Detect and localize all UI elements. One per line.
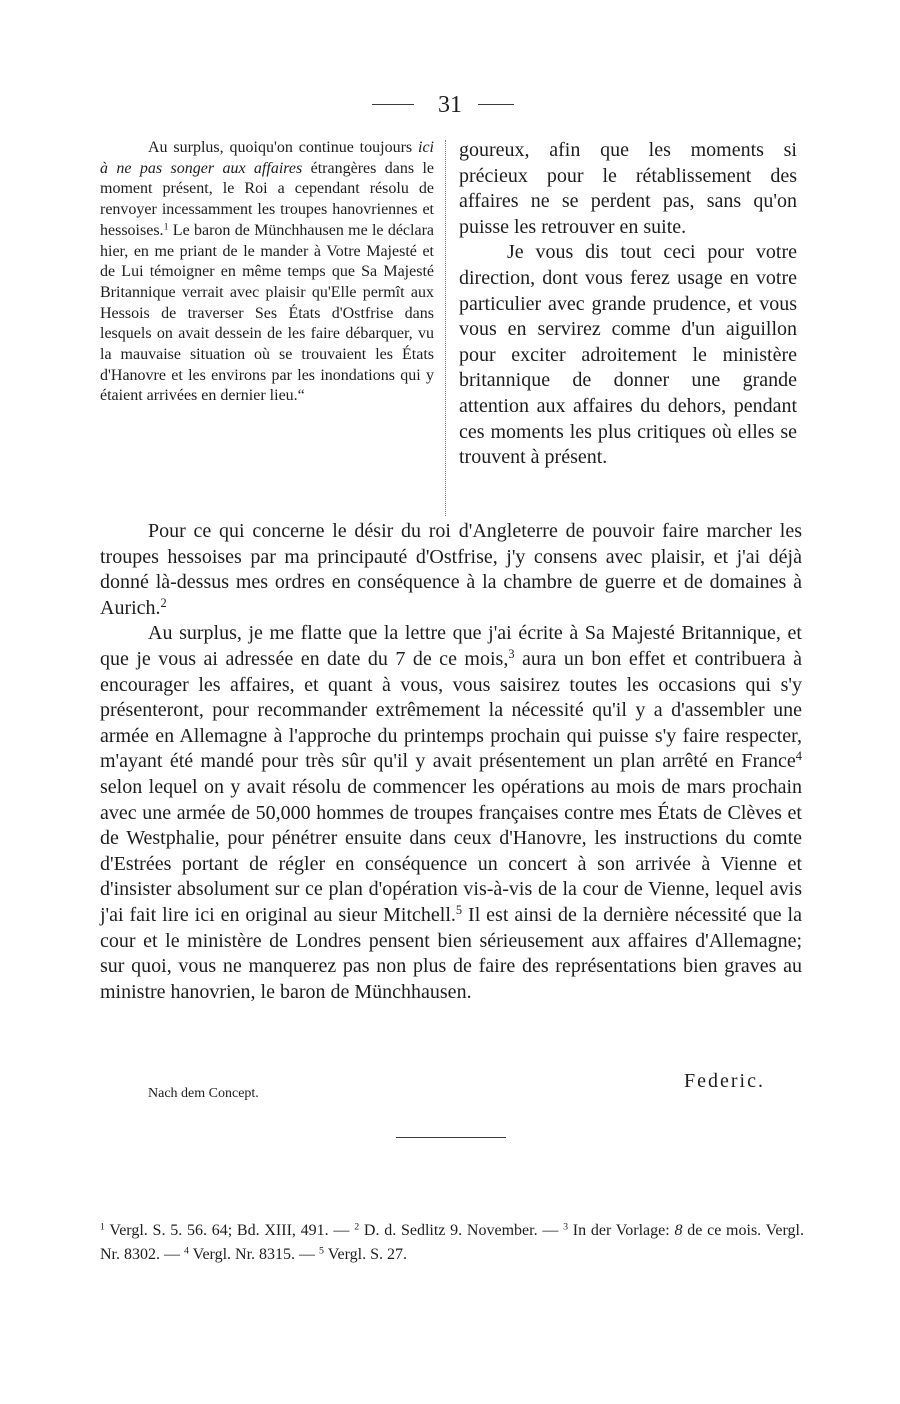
right-column-paragraph: Je vous dis tout ceci pour votre direction, dont vous ferez usage en votre particulier avec grande prudence, et vous vous en servirez comme d'un aiguillon pour exciter adroitement le ministère britannique de donner une grande attention aux affaires du dehors, pendant ces moments les plus critiques où elles se trouvent à présent. [459,241,797,469]
footnote-text: In der Vorlage: [568,1222,675,1239]
footnote-text: Vergl. S. 27. [323,1246,407,1263]
quoted-dispatch-column [100,138,434,407]
section-end-rule [396,1137,506,1138]
text-run: Le baron de Münchhausen me le déclara hier, en me priant de le mander à Votre Majesté et de Lui témoigner en même temps que Sa Majesté Britannique verrait avec plaisir qu'Elle permît aux Hessois de traverser Ses États d'Ostfrise dans lesquels on avait dessein de les faire débarquer, vu la mauvaise situation où se trouvaient les États d'Hanovre et les environs par les inondations qui y étaient arrivées en dernier lieu.“ [100,221,434,405]
source-note: Nach dem Concept. [148,1086,259,1101]
letter-body [100,519,802,1005]
footnote-text: Vergl. Nr. 8315. — [188,1246,320,1263]
text-run: Il est ainsi de la dernière nécessité que la cour et le ministère de Londres pensent bien sérieusement aux affaires d'Allemagne; sur quoi, vous ne manquerez pas non plus de faire des représentations bien graves au ministre hanovrien, le baron de Münchhausen. [100,903,802,1003]
italic-text-run: ici à ne pas songer aux affaires [100,139,434,177]
footnote-italic: 8 [674,1222,683,1239]
header-dash-left [372,104,414,105]
footnote-text: D. d. Sedlitz 9. November. — [359,1222,564,1239]
footnote-number: 2 [354,1221,360,1233]
text-run: selon lequel on y avait résolu de commencer les opérations au mois de mars prochain avec une armée de 50,000 hommes de troupes françaises contre mes États de Clèves et de Westphalie, pour pénétrer ensuite dans ceux d'Hanovre, les instructions du comte d'Estrées portant de régler en conséquence un concert à son arrivée à Vienne et d'insister absolument sur ce plan d'opération vis-à-vis de la cour de Vienne, lequel avis j'ai fait lire ici en original au sieur Mitchell. [100,775,802,926]
footnote-ref: 5 [455,903,463,918]
text-run: étrangères dans le moment présent, le Roi a cependant résolu de renvoyer incessamment les troupes hanovriennes et hessoises. [100,159,435,239]
footnote-ref: 1 [163,221,169,233]
text-run: Au surplus, je me flatte que la lettre que j'ai écrite à Sa Majesté Britannique, et que je vous ai adressée en date du 7 de ce mois, [100,622,802,670]
footnote-number: 5 [319,1245,324,1257]
footnote-list [100,1219,804,1267]
footnote-number: 1 [100,1221,105,1233]
page-number: 31 [438,92,462,118]
footnote-text: Vergl. S. 5. 56. 64; Bd. XIII, 491. — [104,1222,355,1239]
signature: Federic. [684,1070,765,1092]
footnote-ref: 2 [160,595,167,610]
quoted-dispatch-paragraph [100,138,434,407]
footnote-ref: 3 [508,647,515,662]
header-dash-right [478,104,514,105]
text-run: aura un bon effet et contribuera à encourager les affaires, et quant à vous, vous saisirez toutes les occasions qui s'y présenteront, pour recommander extrêmement la nécessité qu'il y a d'assembler une armée en Allemagne à l'approche du printemps prochain qui puisse s'y faire respecter, m'ayant été mandé pour très sûr qu'il y avait présentement un plan arrêté en France [100,647,802,773]
column-divider [445,140,446,516]
text-run: Pour ce qui concerne le désir du roi d'Angleterre de pouvoir faire marcher les troupes hessoises par ma principauté d'Ostfrise, j'y consens avec plaisir, et j'ai déjà donné là-dessus mes ordres en conséquence à la chambre de guerre et de domaines à Aurich. [100,520,802,619]
footnote-number: 4 [184,1245,189,1257]
body-paragraph [100,519,802,621]
page-header [0,92,900,122]
footnote-text: de ce mois. Vergl. Nr. 8302. — [100,1222,805,1263]
text-run: Au surplus, quoiqu'on continue toujours [148,139,418,156]
right-column-paragraph: goureux, afin que les moments si précieux pour le rétablissement des affaires ne se perdent pas, sans qu'on puisse les retrouver en suite. [459,139,797,238]
footnotes [100,1219,804,1267]
letter-right-column [459,138,797,471]
body-paragraph [100,621,802,1005]
footnote-ref: 4 [795,749,802,764]
footnote-number: 3 [563,1221,569,1233]
